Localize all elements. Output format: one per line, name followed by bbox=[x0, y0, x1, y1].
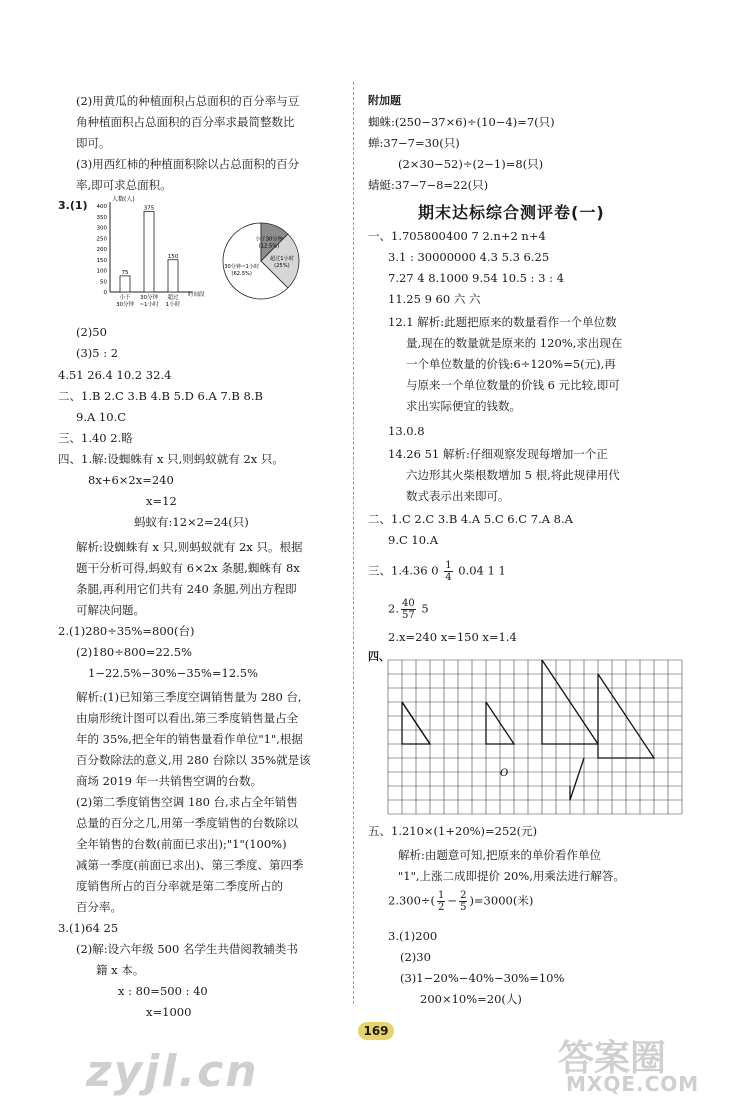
right-text-line: 与原来一个单位数量的价钱 6 元比较,即可 bbox=[406, 378, 620, 392]
pie-slice-label: 小于30分钟 bbox=[255, 236, 283, 243]
right-text-line: 六边形其火柴根数增加 5 根,将此规律用代 bbox=[406, 468, 620, 482]
left-text-line: 角种植面积占总面积的百分率求最简整数比 bbox=[76, 115, 295, 129]
right-text-line: (3)1−20%−40%−30%=10% bbox=[400, 971, 565, 985]
left-text-line: 蚂蚁有:12×2=24(只) bbox=[134, 515, 249, 529]
exam-title: 期末达标综合测评卷(一) bbox=[418, 203, 605, 222]
right-text-line: 解析:由题意可知,把原来的单价看作单位 bbox=[398, 848, 602, 862]
left-text-line: 9.A 10.C bbox=[76, 410, 127, 424]
right-text-line: 12.1 解析:此题把原来的数量看作一个单位数 bbox=[388, 315, 617, 329]
pie-slice-percent: (12.5%) bbox=[258, 243, 280, 250]
section-3-line-2: 2. $\frac{40}{57}$ 5 bbox=[388, 598, 429, 621]
left-text-line: 1−22.5%−30%−35%=12.5% bbox=[88, 666, 259, 680]
category-label: 小于 bbox=[119, 295, 131, 301]
left-text-line: x=12 bbox=[146, 494, 177, 508]
left-text-line: 题干分析可得,蚂蚁有 6×2x 条腿,蜘蛛有 8x bbox=[76, 561, 300, 575]
left-text-line: (3)5 : 2 bbox=[76, 346, 119, 360]
grid-origin-label: O bbox=[500, 768, 509, 779]
fraction-40-57: $\frac{40}{57}$ bbox=[401, 598, 415, 621]
left-text-line: 全年销售的台数(前面已求出);"1"(100%) bbox=[76, 837, 287, 851]
left-text-line: 籍 x 本。 bbox=[96, 963, 145, 977]
left-text-line: (2)用黄瓜的种植面积占总面积的百分率与豆 bbox=[76, 94, 300, 108]
watermark-right-sub: MXQE.COM bbox=[566, 1072, 700, 1096]
bar bbox=[144, 211, 154, 292]
category-label: ~1小时 bbox=[139, 302, 159, 308]
question-3-label: 3.(1) bbox=[58, 199, 88, 212]
left-text-line: 率,即可求总面积。 bbox=[76, 178, 172, 192]
left-text-line: (2)50 bbox=[76, 325, 107, 339]
category-label: 1小时 bbox=[165, 302, 181, 308]
left-text-line: 二、1.B 2.C 3.B 4.B 5.D 6.A 7.B 8.B bbox=[58, 389, 263, 403]
section-5-line-2: 2.300÷( $\frac{1}{2}$ − $\frac{2}{5}$ )=3000(米) bbox=[388, 890, 534, 913]
section-3-line-1: 三、1.4.36 0 $\frac{1}{4}$ 0.04 1 1 bbox=[368, 560, 506, 583]
fraction-one-half: $\frac{1}{2}$ bbox=[438, 890, 445, 913]
right-text-line: 14.26 51 解析:仔细观察发现每增加一个正 bbox=[388, 447, 608, 461]
drawing-grid bbox=[386, 658, 686, 816]
left-text-line: 解析:设蜘蛛有 x 只,则蚂蚁就有 2x 只。根据 bbox=[76, 540, 303, 554]
right-text-line: 13.0.8 bbox=[388, 424, 425, 438]
fraction-one-quarter: $\frac{1}{4}$ bbox=[445, 560, 452, 583]
bar bbox=[120, 276, 130, 292]
pie-slice-percent: (62.5%) bbox=[231, 270, 252, 277]
right-text-line: 一、1.705800400 7 2.n+2 n+4 bbox=[368, 229, 546, 243]
left-text-line: 度销售所占的百分率就是第二季度所占的 bbox=[76, 879, 283, 893]
y-tick-label: 250 bbox=[96, 236, 107, 243]
left-text-line: (2)解:设六年级 500 名学生共借阅教辅类书 bbox=[76, 942, 298, 956]
right-text-line: 9.C 10.A bbox=[388, 533, 439, 547]
right-text-line: 二、1.C 2.C 3.B 4.A 5.C 6.C 7.A 8.A bbox=[368, 512, 573, 526]
x-axis-label: 时间段 bbox=[188, 292, 205, 298]
right-text-line: 200×10%=20(人) bbox=[420, 992, 522, 1006]
bar-value-label: 75 bbox=[121, 269, 129, 276]
left-text-line: (2)180÷800=22.5% bbox=[76, 645, 192, 659]
left-text-line: 8x+6×2x=240 bbox=[88, 473, 174, 487]
pie-slice-percent: (25%) bbox=[274, 263, 290, 269]
left-text-line: 商场 2019 年一共销售空调的台数。 bbox=[76, 774, 263, 788]
left-text-line: 3.(1)64 25 bbox=[58, 921, 119, 935]
right-text-line: 附加题 bbox=[368, 94, 401, 107]
category-label: 30分钟 bbox=[140, 295, 158, 301]
pie-chart bbox=[218, 218, 304, 304]
right-text-line: 一个单位数量的价钱:6÷120%=5(元),再 bbox=[406, 357, 616, 371]
left-text-line: x : 80=500 : 40 bbox=[118, 984, 208, 998]
left-text-line: 条腿,再利用它们共有 240 条腿,列出方程即 bbox=[76, 582, 297, 596]
y-tick-label: 400 bbox=[96, 204, 107, 210]
left-text-line: (3)用西红柿的种植面积除以占总面积的百分 bbox=[76, 157, 300, 171]
category-label: 30分钟 bbox=[116, 302, 134, 308]
left-text-line: 解析:(1)已知第三季度空调销售量为 280 台, bbox=[76, 690, 302, 704]
left-text-line: 2.(1)280÷35%=800(台) bbox=[58, 624, 195, 638]
right-text-line: 蜻蜓:37−7−8=22(只) bbox=[368, 178, 489, 192]
left-text-line: 总量的百分之几,用第一季度销售的台数除以 bbox=[76, 816, 299, 830]
y-tick-label: 200 bbox=[96, 247, 107, 253]
right-text-line: (2×30−52)÷(2−1)=8(只) bbox=[398, 157, 544, 171]
left-text-line: 百分数除法的意义,用 280 台除以 35%就是该 bbox=[76, 753, 311, 767]
bar bbox=[168, 260, 178, 292]
right-text-line: 数式表示出来即可。 bbox=[406, 489, 510, 503]
grid-shape bbox=[570, 758, 584, 800]
right-text-line: 求出实际便宜的钱数。 bbox=[406, 399, 521, 413]
bar-chart bbox=[84, 194, 214, 320]
page-number: 169 bbox=[358, 1022, 394, 1040]
left-text-line: 由扇形统计图可以看出,第三季度销售量占全 bbox=[76, 711, 299, 725]
column-divider bbox=[353, 82, 354, 1004]
pie-slice-label: 超过1小时 bbox=[269, 256, 294, 262]
right-text-line: 五、1.210×(1+20%)=252(元) bbox=[368, 824, 538, 838]
left-text-line: (2)第二季度销售空调 180 台,求占全年销售 bbox=[76, 795, 298, 809]
right-text-line: 3.1 : 30000000 4.3 5.3 6.25 bbox=[388, 250, 550, 264]
left-text-line: 即可。 bbox=[76, 136, 111, 150]
left-text-line: 4.51 26.4 10.2 32.4 bbox=[58, 368, 172, 382]
right-text-line: "1",上涨二成即提价 20%,用乘法进行解答。 bbox=[398, 869, 625, 883]
y-tick-label: 0 bbox=[103, 290, 107, 296]
right-text-line: 蜘蛛:(250−37×6)÷(10−4)=7(只) bbox=[368, 115, 555, 129]
left-text-line: 年的 35%,把全年的销售量看作单位"1",根据 bbox=[76, 732, 303, 746]
fraction-two-fifths: $\frac{2}{5}$ bbox=[460, 890, 467, 913]
category-label: 超过 bbox=[167, 295, 179, 301]
y-tick-label: 300 bbox=[96, 225, 107, 232]
left-text-line: 四、1.解:设蜘蛛有 x 只,则蚂蚁就有 2x 只。 bbox=[58, 452, 284, 466]
right-text-line: 量,现在的数量就是原来的 120%,求出现在 bbox=[406, 336, 623, 350]
right-text-line: 11.25 9 60 六 六 bbox=[388, 292, 481, 306]
bar-value-label: 375 bbox=[143, 205, 155, 212]
right-text-line: (2)30 bbox=[400, 950, 431, 964]
left-text-line: 三、1.40 2.略 bbox=[58, 431, 133, 445]
left-text-line: x=1000 bbox=[146, 1005, 192, 1019]
y-tick-label: 150 bbox=[96, 257, 107, 264]
right-text-line: 7.27 4 8.1000 9.54 10.5 : 3 : 4 bbox=[388, 271, 564, 285]
right-text-line: 3.(1)200 bbox=[388, 929, 438, 943]
watermark-right: 答案圈 bbox=[558, 1038, 667, 1079]
y-tick-label: 350 bbox=[96, 214, 107, 221]
y-tick-label: 100 bbox=[96, 268, 107, 275]
right-text-line: 2.x=240 x=150 x=1.4 bbox=[388, 630, 517, 644]
pie-slice-label: 30分钟~1小时 bbox=[224, 263, 260, 270]
left-text-line: 减第一季度(前面已求出)、第三季度、第四季 bbox=[76, 858, 304, 872]
left-text-line: 可解决问题。 bbox=[76, 603, 145, 617]
watermark-left: zyjl.cn bbox=[86, 1046, 259, 1097]
y-tick-label: 50 bbox=[100, 279, 107, 286]
bar-value-label: 150 bbox=[167, 253, 179, 260]
left-text-line: 百分率。 bbox=[76, 900, 122, 914]
y-axis-label: 人数(人) bbox=[112, 196, 135, 203]
right-text-line: 蝉:37−7=30(只) bbox=[368, 136, 460, 150]
section-4-label: 四、 bbox=[368, 650, 390, 663]
